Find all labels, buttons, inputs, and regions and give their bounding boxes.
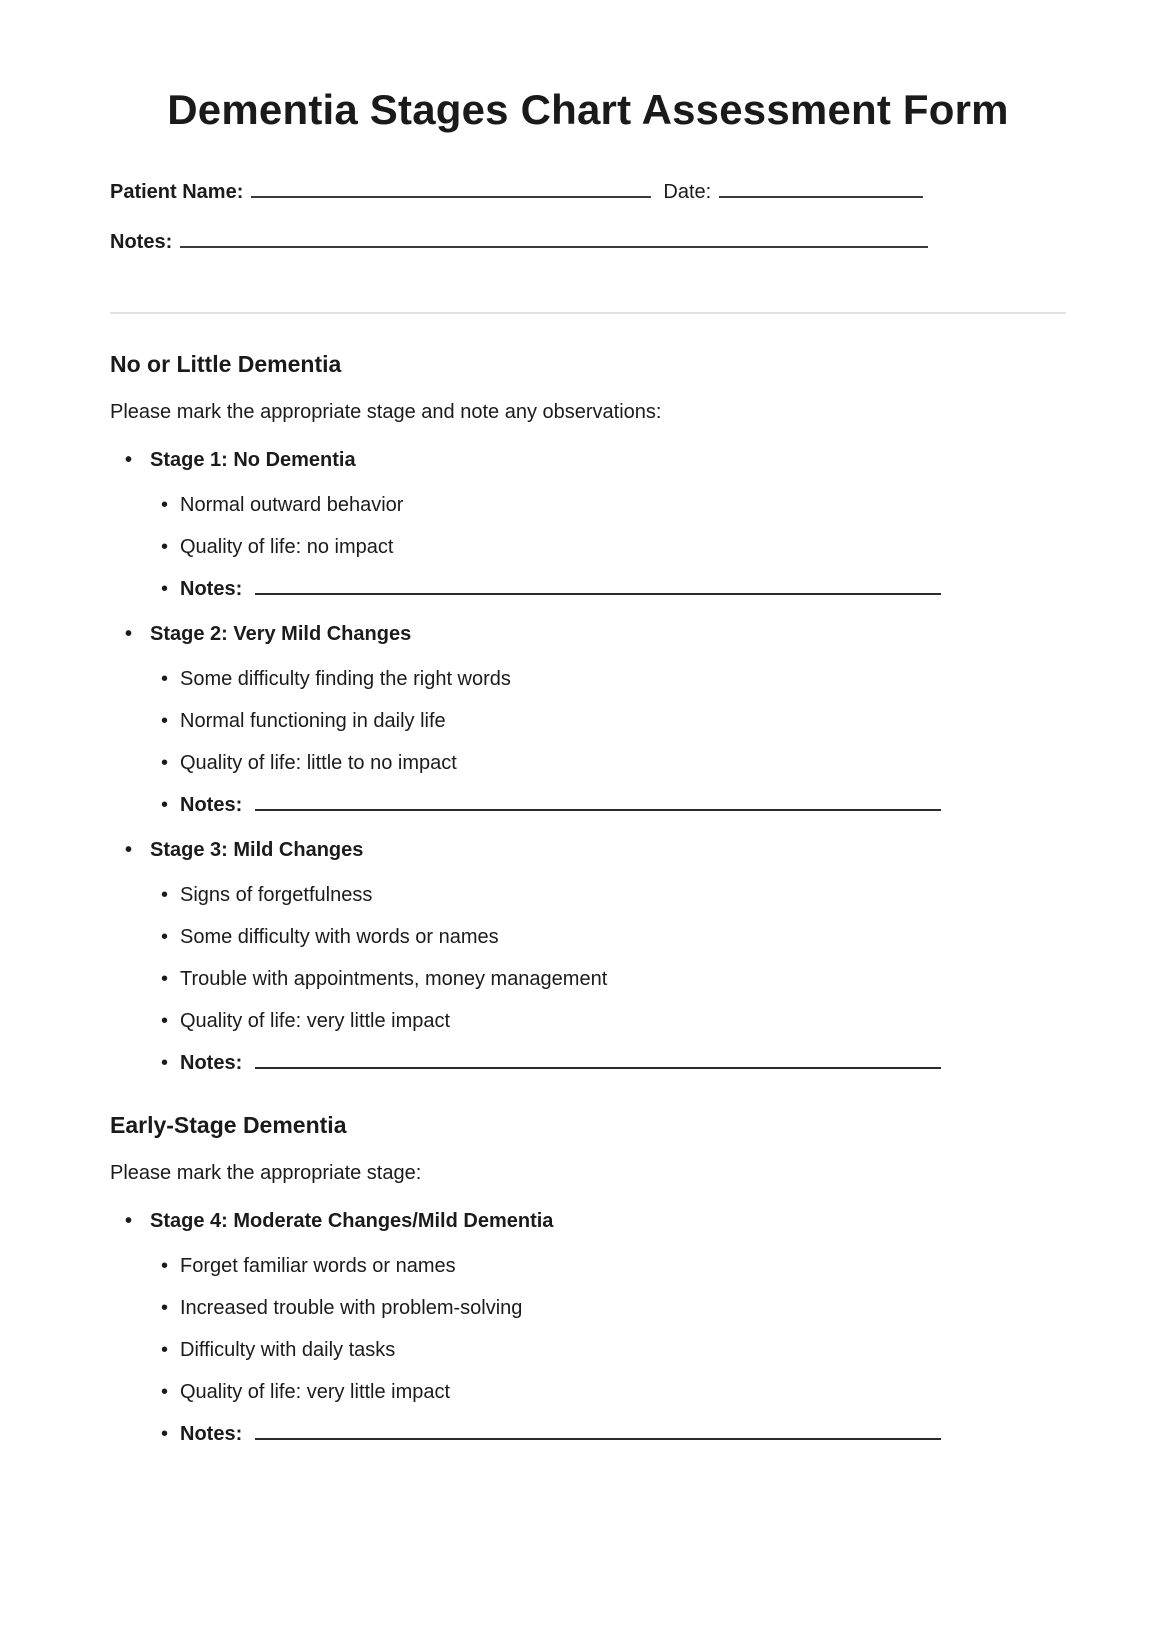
stage-1-block — [110, 448, 1066, 601]
stage-item: • Normal outward behavior — [150, 493, 1066, 517]
stage-item: • Quality of life: little to no impact — [150, 751, 1066, 775]
notes-row — [110, 230, 1066, 254]
stage-notes-label: Notes: — [180, 794, 243, 816]
patient-name-row — [110, 180, 1066, 204]
stage-item: • Normal functioning in daily life — [150, 709, 1066, 733]
stage-notes-label: Notes: — [180, 578, 243, 600]
notes-label: Notes: — [110, 231, 173, 253]
stage-notes-label: Notes: — [180, 1423, 243, 1445]
stage-notes-item — [150, 577, 1066, 601]
stage-notes-item — [150, 793, 1066, 817]
patient-name-label: Patient Name: — [110, 181, 244, 203]
stage-list — [110, 1209, 1066, 1446]
stage-2-items — [110, 667, 1066, 817]
stage-notes-input-line[interactable] — [255, 795, 941, 811]
stage-4-items — [110, 1254, 1066, 1446]
stage-item: • Quality of life: very little impact — [150, 1380, 1066, 1404]
stage-2-block — [110, 622, 1066, 817]
section-heading-no-or-little-dementia: No or Little Dementia — [110, 351, 342, 377]
stage-item: • Difficulty with daily tasks — [150, 1338, 1066, 1362]
stage-title: • Stage 2: Very Mild Changes — [110, 622, 1066, 646]
patient-name-input-line[interactable] — [251, 182, 651, 198]
stage-title: • Stage 4: Moderate Changes/Mild Dementia — [110, 1209, 1066, 1233]
section-intro: Please mark the appropriate stage and note any observations: — [110, 401, 662, 423]
stage-notes-input-line[interactable] — [255, 579, 941, 595]
stage-notes-label: Notes: — [180, 1052, 243, 1074]
stage-item: • Increased trouble with problem-solving — [150, 1296, 1066, 1320]
date-label: Date: — [663, 181, 712, 203]
section-divider — [110, 312, 1066, 314]
notes-input-line[interactable] — [180, 232, 928, 248]
stage-title: • Stage 1: No Dementia — [110, 448, 1066, 472]
stage-list — [110, 448, 1066, 1075]
stage-item: • Quality of life: very little impact — [150, 1009, 1066, 1033]
page-title: Dementia Stages Chart Assessment Form — [167, 86, 1009, 133]
stage-title: • Stage 3: Mild Changes — [110, 838, 1066, 862]
stage-notes-item — [150, 1422, 1066, 1446]
stage-item: • Signs of forgetfulness — [150, 883, 1066, 907]
stage-notes-item — [150, 1051, 1066, 1075]
stage-item: • Some difficulty with words or names — [150, 925, 1066, 949]
stage-item: • Forget familiar words or names — [150, 1254, 1066, 1278]
section-heading-early-stage-dementia: Early-Stage Dementia — [110, 1112, 347, 1138]
stage-item: • Trouble with appointments, money management — [150, 967, 1066, 991]
stage-item: • Some difficulty finding the right words — [150, 667, 1066, 691]
stage-item: • Quality of life: no impact — [150, 535, 1066, 559]
stage-notes-input-line[interactable] — [255, 1424, 941, 1440]
stage-3-items — [110, 883, 1066, 1075]
section-intro: Please mark the appropriate stage: — [110, 1162, 422, 1184]
stage-1-items — [110, 493, 1066, 601]
stage-notes-input-line[interactable] — [255, 1053, 941, 1069]
date-input-line[interactable] — [719, 182, 923, 198]
stage-4-block — [110, 1209, 1066, 1446]
stage-3-block — [110, 838, 1066, 1075]
